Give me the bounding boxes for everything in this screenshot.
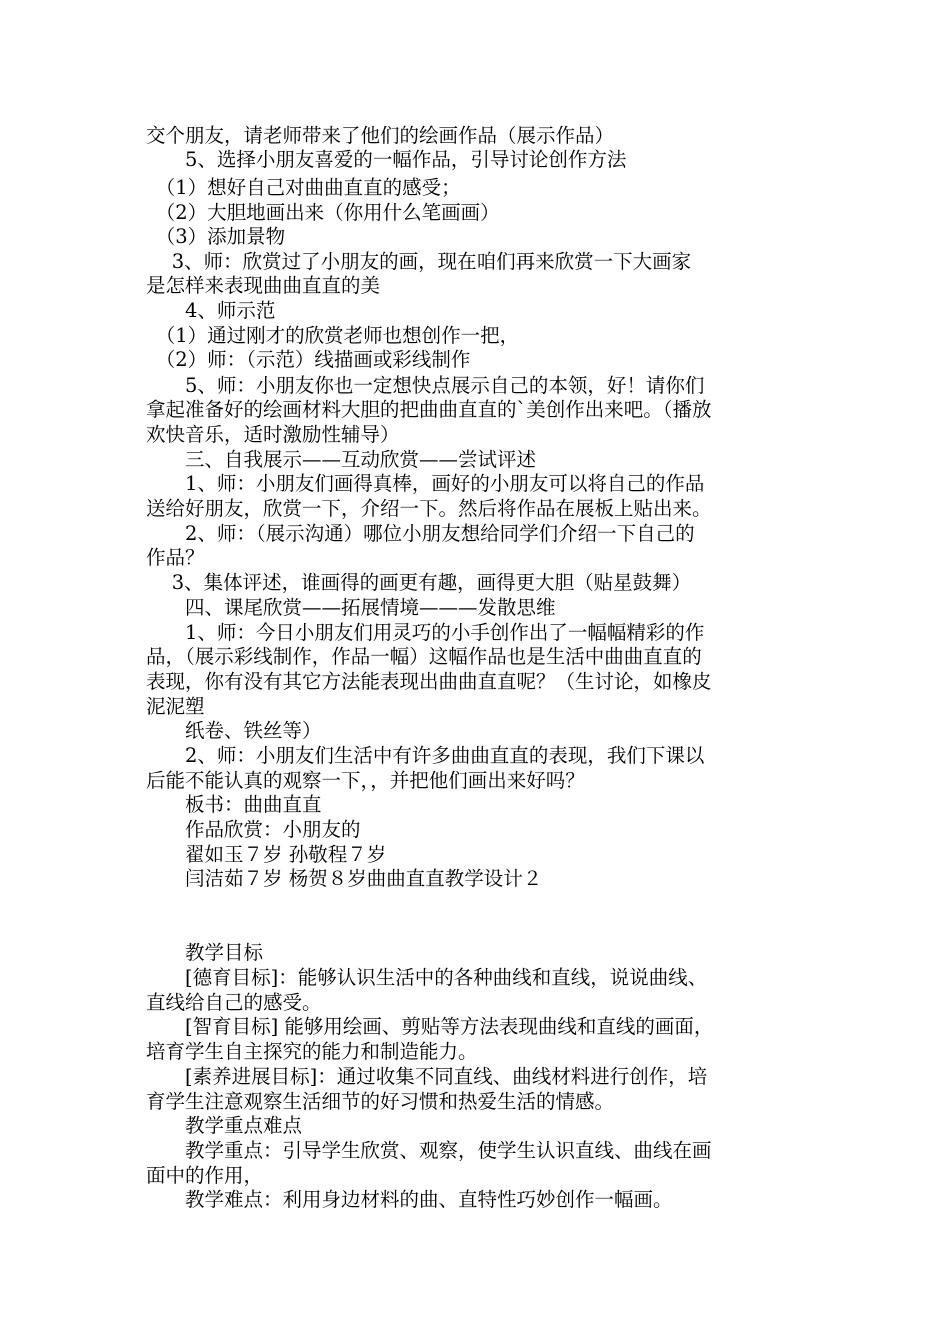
text-line: 送给好朋友，欣赏一下，介绍一下。然后将作品在展板上贴出来。 [146, 497, 712, 520]
text-line: [素养进展目标]：通过收集不同直线、曲线材料进行创作，培 [146, 1065, 708, 1088]
text-line: 教学难点：利用身边材料的曲、直特性巧妙创作一幅画。 [146, 1188, 673, 1211]
text-line: 四、课尾欣赏——拓展情境———发散思维 [146, 596, 556, 619]
text-line: 4、师示范 [146, 299, 276, 322]
text-line: 板书：曲曲直直 [146, 793, 322, 816]
text-line: 表现，你有没有其它方法能表现出曲曲直直呢？（生讨论，如橡皮 [146, 670, 712, 693]
text-line: 直线给自己的感受。 [146, 991, 322, 1014]
text-line: 1、师：小朋友们画得真棒，画好的小朋友可以将自己的作品 [146, 472, 705, 495]
text-line: 闫洁茹７岁 杨贺８岁曲曲直直教学设计２ [146, 867, 543, 890]
text-line: 作品？ [146, 546, 205, 569]
text-line: （2）师：（示范）线描画或彩线制作 [146, 348, 471, 371]
text-line: 三、自我展示——互动欣赏——尝试评述 [146, 448, 537, 471]
text-line: 拿起准备好的绘画材料大胆的把曲曲直直的`美创作出来吧。（播放 [146, 398, 712, 421]
text-line: 泥泥塑 [146, 695, 205, 718]
text-line: 3、集体评述，谁画得的画更有趣，画得更大胆（贴星鼓舞） [146, 571, 692, 594]
text-line: 2、师：小朋友们生活中有许多曲曲直直的表现，我们下课以 [146, 744, 705, 767]
text-line: 欢快音乐，适时激励性辅导） [146, 423, 400, 446]
text-line: [智育目标] 能够用绘画、剪贴等方法表现曲线和直线的画面， [146, 1015, 714, 1038]
text-line: （1）想好自己对曲曲直直的感受； [146, 176, 461, 199]
text-line: 培育学生自主探究的能力和制造能力。 [146, 1040, 478, 1063]
text-line: 教学重点难点 [146, 1114, 303, 1137]
text-line: （1）通过刚才的欣赏老师也想创作一把， [146, 324, 520, 347]
text-line: 交个朋友，请老师带来了他们的绘画作品（展示作品） [146, 124, 615, 147]
text-line: （3）添加景物 [146, 225, 286, 248]
text-line: 面中的作用， [146, 1164, 264, 1187]
text-line: 品，（展示彩线制作，作品一幅）这幅作品也是生活中曲曲直直的 [146, 645, 702, 668]
text-line: [德育目标]：能够认识生活中的各种曲线和直线，说说曲线、 [146, 966, 708, 989]
text-line: 教学重点：引导学生欣赏、观察，使学生认识直线、曲线在画 [146, 1139, 712, 1162]
text-line: 5、选择小朋友喜爱的一幅作品，引导讨论创作方法 [146, 148, 627, 171]
text-line: 是怎样来表现曲曲直直的美 [146, 274, 381, 297]
text-line: 1、师：今日小朋友们用灵巧的小手创作出了一幅幅精彩的作 [146, 621, 705, 644]
text-line: （2）大胆地画出来（你用什么笔画画） [146, 201, 500, 224]
text-line: 翟如玉７岁 孙敬程７岁 [146, 843, 387, 866]
text-line: 作品欣赏：小朋友的 [146, 818, 361, 841]
text-line: 5、师：小朋友你也一定想快点展示自己的本领，好！请你们 [146, 374, 705, 397]
text-line: 3、师：欣赏过了小朋友的画，现在咱们再来欣赏一下大画家 [146, 250, 692, 273]
text-line: 2、师：（展示沟通）哪位小朋友想给同学们介绍一下自己的 [146, 522, 695, 545]
text-line: 纸卷、铁丝等） [146, 719, 322, 742]
text-line: 育学生注意观察生活细节的好习惯和热爱生活的情感。 [146, 1090, 615, 1113]
text-line: 后能不能认真的观察一下，，并把他们画出来好吗？ [146, 769, 585, 792]
text-line: 教学目标 [146, 941, 264, 964]
